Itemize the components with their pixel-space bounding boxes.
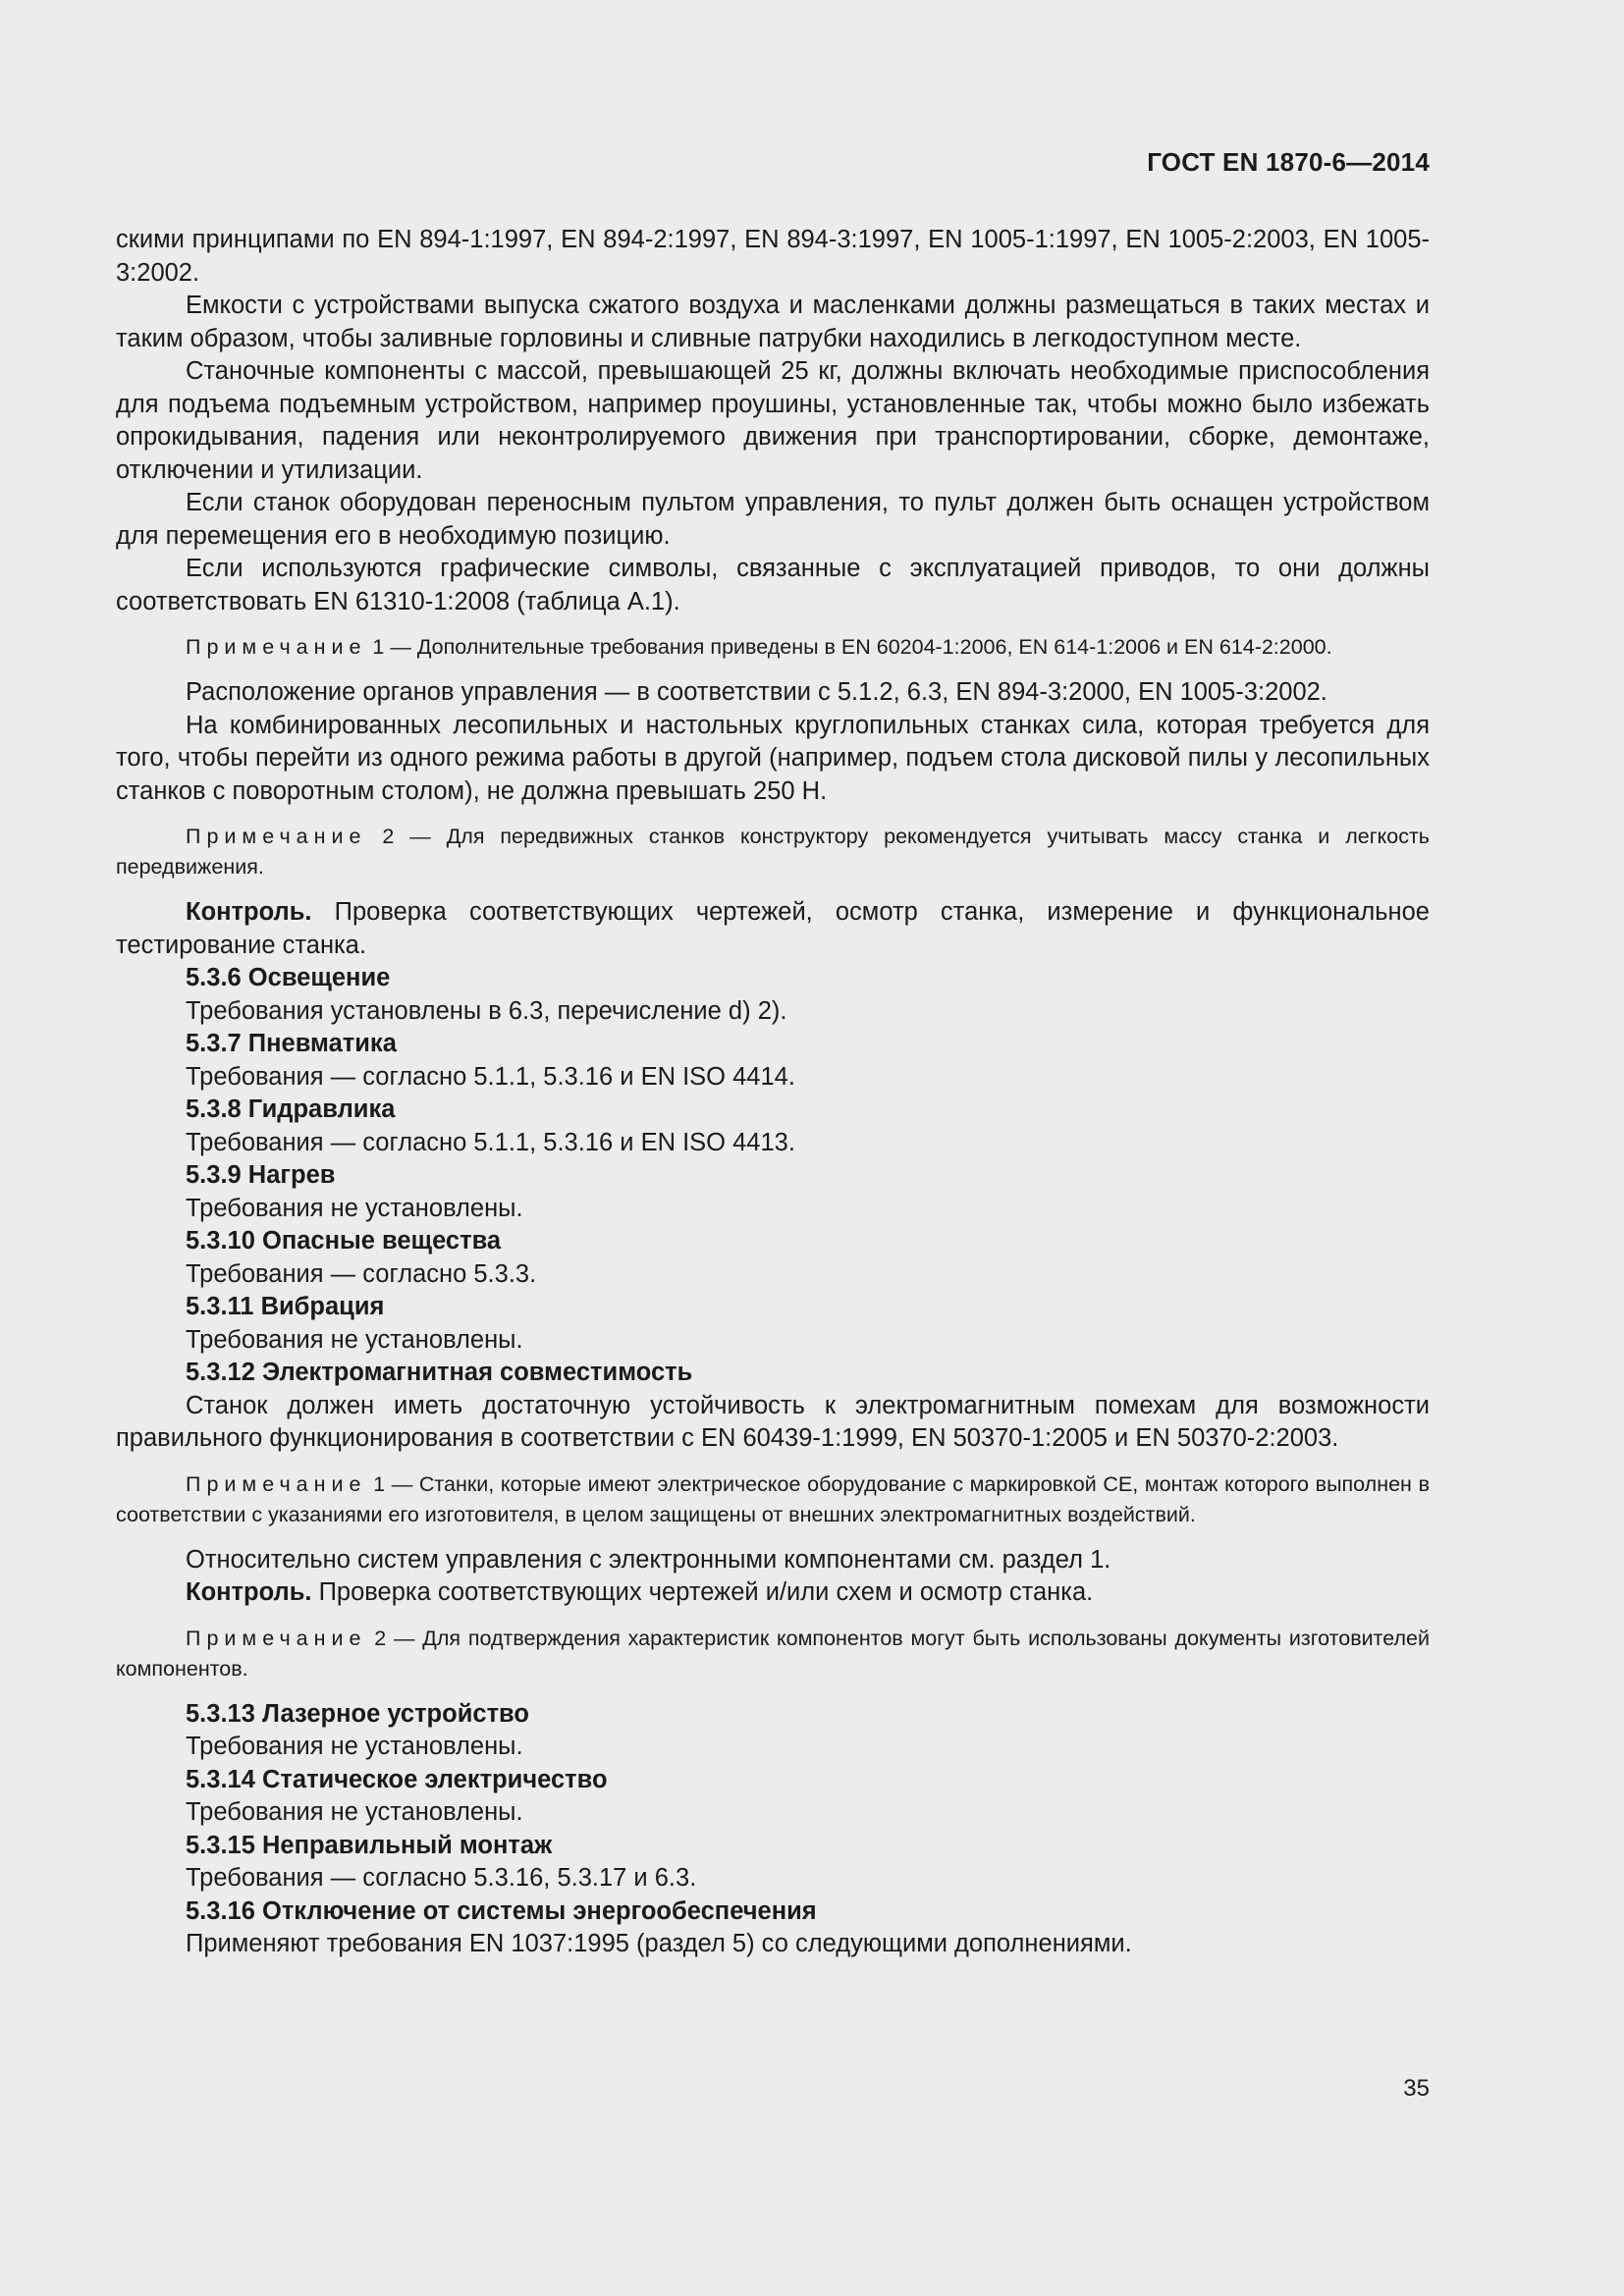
paragraph: Если станок оборудован переносным пультом управления, то пульт должен быть оснащен устройством для перемещения его в необходимую позицию. [116, 489, 1430, 550]
section-heading: 5.3.14 Статическое электричество [186, 1765, 608, 1793]
section-heading: 5.3.8 Гидравлика [186, 1095, 396, 1123]
note [116, 1624, 1430, 1684]
paragraph: Станок должен иметь достаточную устойчивость к электромагнитным помехам для возможности правильного функционирования в соответствии с EN 60439-1:1999, EN 50370-1:2005 и EN 50370-2:2003. [116, 1391, 1430, 1452]
control-label: Контроль. [186, 1578, 312, 1606]
paragraph: Требования — согласно 5.1.1, 5.3.16 и EN ISO 4413. [186, 1128, 795, 1156]
section-heading: 5.3.7 Пневматика [186, 1030, 397, 1057]
section-heading: 5.3.15 Неправильный монтаж [186, 1831, 553, 1859]
note-label: Примечание [186, 1471, 367, 1496]
section-heading: 5.3.11 Вибрация [186, 1293, 385, 1320]
section-heading: 5.3.6 Освещение [186, 964, 391, 991]
paragraph: Требования — согласно 5.3.3. [186, 1259, 537, 1288]
document-header: ГОСТ EN 1870-6—2014 [1147, 147, 1430, 177]
note [116, 632, 1430, 663]
control-paragraph [116, 896, 1430, 962]
paragraph: Относительно систем управления с электронными компонентами см. раздел 1. [186, 1545, 1111, 1574]
control-text: Проверка соответствующих чертежей, осмотр станка, измерение и функциональное тестирование станка. [116, 898, 1430, 959]
note-text: 1 — Дополнительные требования приведены в EN 60204-1:2006, EN 614-1:2006 и EN 614-2:2000. [366, 635, 1332, 659]
paragraph: Требования не установлены. [186, 1798, 523, 1826]
note-label: Примечание [186, 635, 367, 659]
section-heading: 5.3.12 Электромагнитная совместимость [186, 1359, 693, 1386]
paragraph: Требования — согласно 5.3.16, 5.3.17 и 6.3. [186, 1864, 697, 1892]
note-label: Примечание [186, 825, 367, 848]
note-text: 1 — Станки, которые имеют электрическое оборудование с маркировкой СЕ, монтаж которого выполнен в соответствии с указаниями его изготовителя, в целом защищены от внешних электромагнитных воздействий. [116, 1471, 1430, 1526]
note-text: 2 — Для передвижных станков конструктору рекомендуется учитывать массу станка и легкость передвижения. [116, 825, 1430, 879]
note [116, 1469, 1430, 1530]
section-heading: 5.3.13 Лазерное устройство [186, 1699, 529, 1728]
paragraph: На комбинированных лесопильных и настольных круглопильных станках сила, которая требуется для того, чтобы перейти из одного режима работы в другой (например, подъем стола дисковой пилы у лесопильных станков с поворотным столом), не должна превышать 250 Н. [116, 711, 1430, 805]
paragraph: Требования — согласно 5.1.1, 5.3.16 и EN ISO 4414. [186, 1062, 795, 1091]
paragraph: Требования не установлены. [186, 1194, 523, 1222]
note-label: Примечание [186, 1626, 367, 1650]
paragraph: Станочные компоненты с массой, превышающей 25 кг, должны включать необходимые приспособления для подъема подъемным устройством, например проушины, установленные так, чтобы можно было избежать опрокидывания, падения или неконтролируемого движения при транспортировании, сборке, демонтаже, отключении и утилизации. [116, 357, 1430, 484]
note-text: 2 — Для подтверждения характеристик компонентов могут быть использованы документы изготовителей компонентов. [116, 1626, 1430, 1681]
control-label: Контроль. [186, 898, 312, 926]
paragraph: Если используются графические символы, связанные с эксплуатацией приводов, то они должны соответствовать EN 61310-1:2008 (таблица А.1). [116, 555, 1430, 615]
section-heading: 5.3.10 Опасные вещества [186, 1227, 502, 1255]
page-body [116, 224, 1430, 1961]
section-heading: 5.3.16 Отключение от системы энергообеспечения [186, 1896, 817, 1925]
paragraph: Емкости с устройствами выпуска сжатого воздуха и масленками должны размещаться в таких местах и таким образом, чтобы заливные горловины и сливные патрубки находились в легкодоступном месте. [116, 292, 1430, 352]
paragraph: скими принципами по EN 894-1:1997, EN 894-2:1997, EN 894-3:1997, EN 1005-1:1997, EN 1005-2:2003, EN 1005-3:2002. [116, 226, 1430, 287]
paragraph: Расположение органов управления — в соответствии с 5.1.2, 6.3, EN 894-3:2000, EN 1005-3:2002. [186, 678, 1327, 706]
paragraph: Применяют требования EN 1037:1995 (раздел 5) со следующими дополнениями. [186, 1930, 1132, 1957]
control-text: Проверка соответствующих чертежей и/или схем и осмотр станка. [311, 1578, 1094, 1606]
paragraph: Требования не установлены. [186, 1325, 523, 1354]
control-paragraph [116, 1576, 1430, 1610]
paragraph: Требования не установлены. [186, 1733, 523, 1760]
section-heading: 5.3.9 Нагрев [186, 1161, 336, 1189]
paragraph: Требования установлены в 6.3, перечисление d) 2). [186, 996, 787, 1025]
note [116, 822, 1430, 882]
page-number: 35 [1403, 2075, 1430, 2102]
